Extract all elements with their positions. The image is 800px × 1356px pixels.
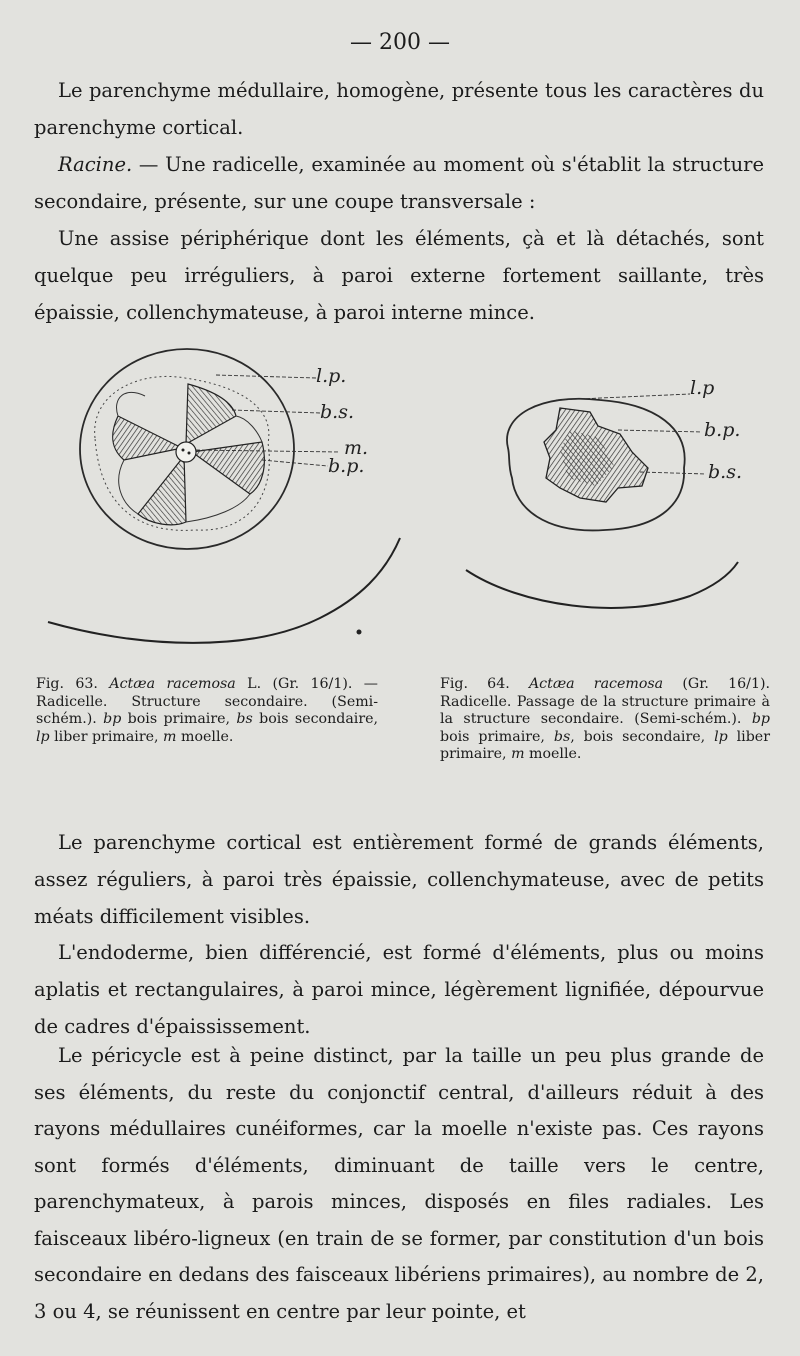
fig63-label-bp: b.p. — [328, 455, 365, 477]
fig64-caption-number: Fig. 64. — [440, 676, 510, 692]
figure-64-caption — [440, 676, 770, 764]
fig63-legend-m: m — [163, 728, 177, 745]
fig63-legend-bp: bp — [103, 711, 122, 727]
fig63-label-lp: l.p. — [316, 365, 347, 387]
paragraph-medullary: Le parenchyme médullaire, homogène, présente tous les caractères du parenchyme cortical. — [34, 79, 764, 139]
fig63-legend-m-text: moelle. — [176, 728, 234, 745]
fig63-caption-species: Actæa racemosa — [109, 676, 236, 692]
figure-63-drawing — [48, 349, 400, 643]
fig63-legend-bp-text: bois primaire, — [121, 711, 237, 727]
fig64-legend-bp: bp — [751, 711, 770, 727]
fig63-label-bs: b.s. — [320, 401, 354, 423]
fig63-legend-bs: bs — [236, 711, 253, 727]
fig64-legend-bs-text: , bois secondaire, — [570, 728, 715, 745]
fig64-legend-m-text: moelle. — [524, 746, 582, 762]
fig63-legend-lp-text: liber primaire, — [49, 728, 164, 745]
fig63-label-m: m. — [344, 437, 369, 459]
fig64-caption-species: Actæa racemosa — [528, 676, 664, 692]
figure-64-drawing — [466, 377, 742, 608]
figures-illustration — [0, 338, 800, 668]
fig64-legend-bs: bs — [553, 728, 571, 745]
fig63-legend-lp: lp — [36, 728, 50, 745]
paragraph-parenchyme-cortical: Le parenchyme cortical est entièrement formé de grands éléments, assez réguliers, à paroi très épaissie, collenchymateuse, avec de petits méats difficilement visibles. — [34, 831, 764, 928]
fig64-label-bs: b.s. — [708, 461, 742, 483]
racine-heading: Racine. — [58, 153, 133, 176]
paragraph-pericycle: Le péricycle est à peine distinct, par la taille un peu plus grande de ses éléments, du reste du conjonctif central, d'ailleurs réduit à des rayons médullaires cunéiformes, car la moelle n'existe pas. Ces rayons sont formés d'éléments, diminuant de taille vers le centre, parenchymateux, à parois minces, disposés en files radiales. Les faisceaux libéro-ligneux (en train de se former, par constitution d'un bois secondaire en dedans des faisceaux libériens primaires), au nombre de 2, 3 ou 4, se réunissent en centre par leur pointe, et — [34, 1044, 764, 1323]
racine-text: — Une radicelle, examinée au moment où s'établit la structure secondaire, présente, sur une coupe transversale : — [34, 153, 764, 213]
fig63-caption-rest: L. (Gr. 16/1). — Radicelle. Structure secondaire. (Semi-schém.). — [36, 676, 378, 727]
figure-63-caption — [36, 676, 378, 746]
paragraph-racine — [34, 146, 764, 220]
fig63-legend-bs-text: bois secondaire, — [252, 711, 379, 727]
fig64-label-bp: b.p. — [704, 419, 741, 441]
fig64-label-lp: l.p — [690, 377, 715, 399]
fig64-caption-rest: (Gr. 16/1). Radicelle. Passage de la structure primaire à la structure secondaire. (Semi-schém.). — [440, 676, 771, 727]
fig64-legend-lp: lp — [714, 728, 728, 745]
fig64-legend-m: m — [511, 746, 525, 762]
paragraph-assise: Une assise périphérique dont les éléments, çà et là détachés, sont quelque peu irréguliers, à paroi externe fortement saillante, très épaissie, collenchymateuse, à paroi interne mince. — [34, 227, 764, 324]
fig63-caption-number: Fig. 63. — [36, 676, 98, 692]
fig64-legend-bp-text: bois primaire, — [440, 728, 554, 745]
paragraph-endoderme: L'endoderme, bien différencié, est formé d'éléments, plus ou moins aplatis et rectangulaires, à paroi mince, légèrement lignifiée, dépourvue de cadres d'épaississement. — [34, 941, 764, 1038]
page-number: — 200 — — [350, 30, 450, 55]
fig64-legend-lp-text: liber primaire, — [440, 728, 770, 762]
